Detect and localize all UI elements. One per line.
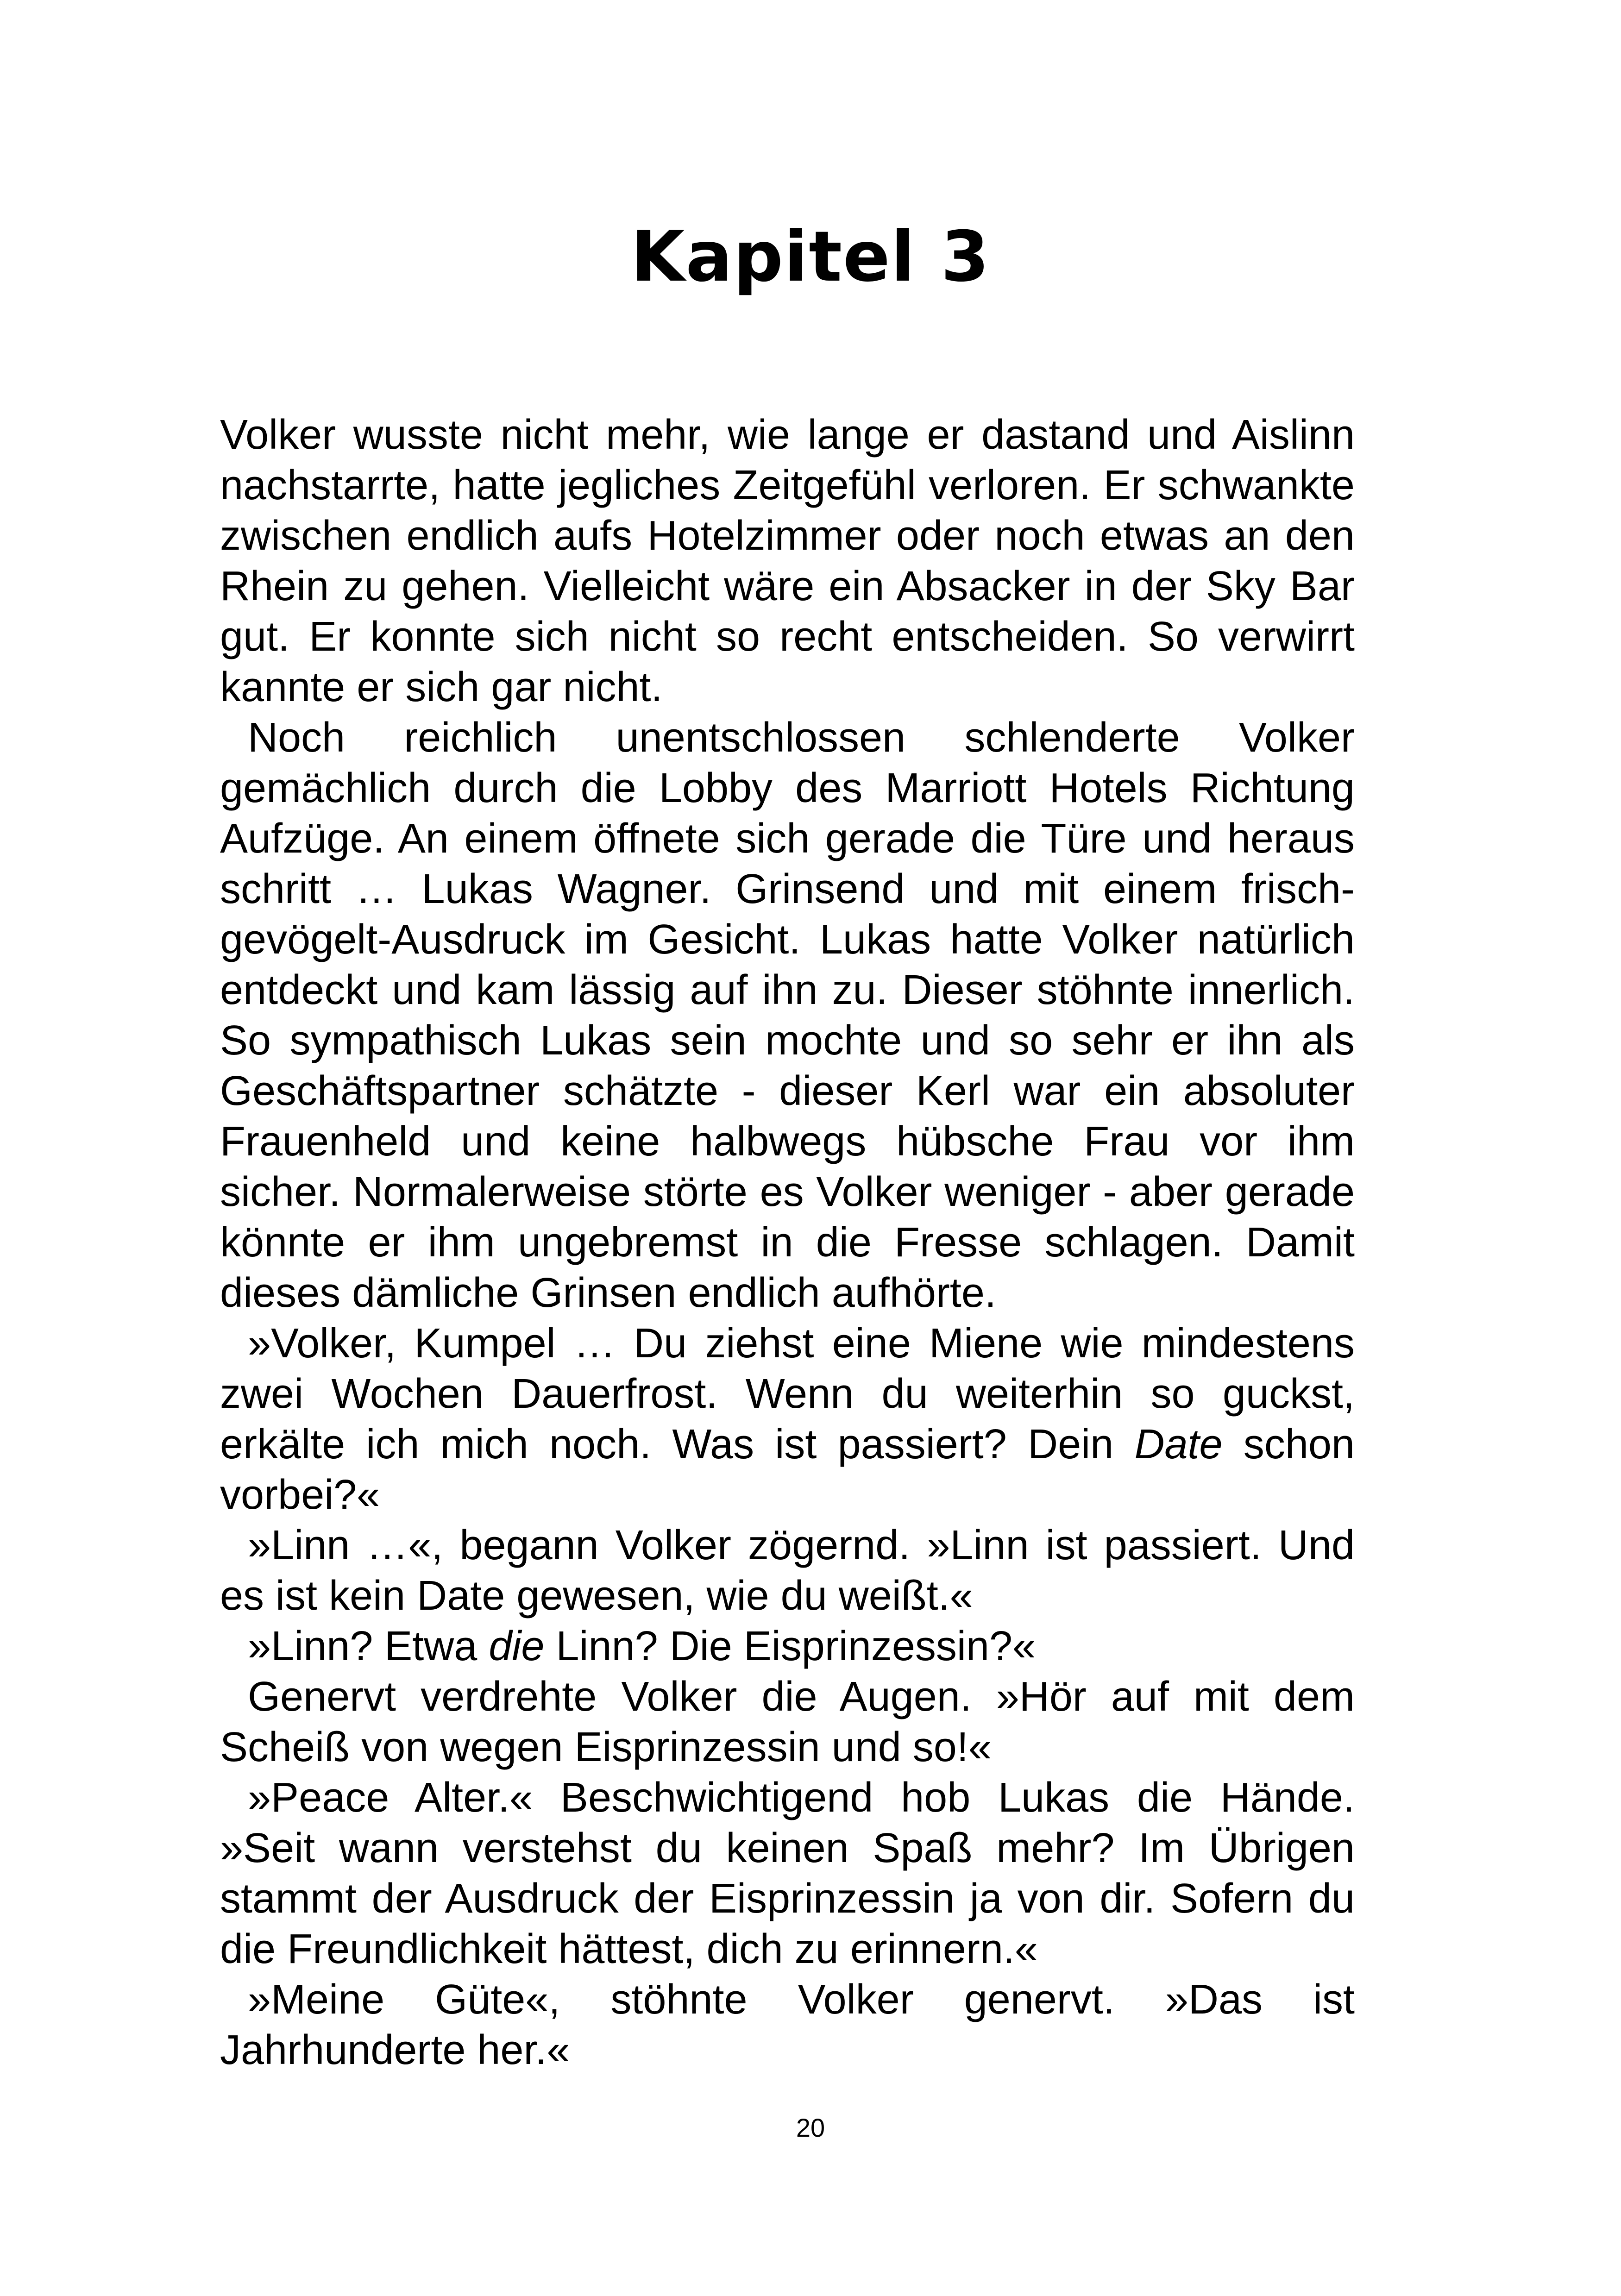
- paragraph-text: Linn? Die Eisprinzessin?«: [544, 1623, 1036, 1669]
- chapter-title: Kapitel 3: [631, 217, 990, 297]
- paragraph-8: [220, 1975, 1355, 2076]
- paragraph-text: »Linn? Etwa: [248, 1623, 489, 1669]
- paragraph-text: Volker wusste nicht mehr, wie lange er dastand und Aislinn nachstarrte, hatte jegliches Zeitgefühl verloren. Er schwankte zwischen endlich aufs Hotelzimmer oder noch etwas an den Rhein zu gehen. Vielleicht wäre ein Absacker in der Sky Bar gut. Er konnte sich nicht so recht entscheiden. So verwirrt kannte er sich gar nicht.: [220, 412, 1355, 710]
- paragraph-text: »Meine Güte«, stöhnte Volker genervt. »Das ist Jahrhunderte her.«: [220, 1976, 1355, 2073]
- page-number: 20: [796, 2113, 825, 2142]
- paragraph-text: Genervt verdrehte Volker die Augen. »Hör auf mit dem Scheiß von wegen Eisprinzessin und so!«: [220, 1674, 1355, 1770]
- paragraph-6: [220, 1672, 1355, 1773]
- paragraph-text: »Peace Alter.« Beschwichtigend hob Lukas die Hände. »Seit wann verstehst du keinen Spaß mehr? Im Übrigen stammt der Ausdruck der Eisprinzessin ja von dir. Sofern du die Freundlichkeit hättest, dich zu erinnern.«: [220, 1775, 1355, 1972]
- paragraph-text: Noch reichlich unentschlossen schlenderte Volker gemächlich durch die Lobby des Marriott Hotels Richtung Aufzüge. An einem öffnete sich gerade die Türe und heraus schritt … Lukas Wagner. Grinsend und mit einem frisch-gevögelt-Ausdruck im Gesicht. Lukas hatte Volker natürlich entdeckt und kam lässig auf ihn zu. Dieser stöhnte innerlich. So sympathisch Lukas sein mochte und so sehr er ihn als Geschäftspartner schätzte - dieser Kerl war ein absoluter Frauenheld und keine halbwegs hübsche Frau vor ihm sicher. Normalerweise störte es Volker weniger - aber gerade könnte er ihm ungebremst in die Fresse schlagen. Damit dieses dämliche Grinsen endlich aufhörte.: [220, 715, 1355, 1316]
- paragraph-5: [220, 1621, 1355, 1672]
- paragraph-text: »Linn …«, begann Volker zögernd. »Linn ist passiert. Und es ist kein Date gewesen, wie du weißt.«: [220, 1522, 1355, 1619]
- paragraph-text: schon vorbei?«: [220, 1421, 1355, 1518]
- paragraph-text: »Volker, Kumpel … Du ziehst eine Miene wie mindestens zwei Wochen Dauerfrost. Wenn du weiterhin so guckst, erkälte ich mich noch. Was ist passiert? Dein: [220, 1320, 1355, 1468]
- paragraph-4: [220, 1520, 1355, 1621]
- chapter-body: [220, 410, 1355, 2076]
- paragraph-7: [220, 1773, 1355, 1975]
- paragraph-1: [220, 410, 1355, 713]
- emphasized-word: die: [489, 1623, 545, 1669]
- emphasized-word: Date: [1134, 1421, 1223, 1468]
- paragraph-3: [220, 1318, 1355, 1520]
- paragraph-2: [220, 713, 1355, 1318]
